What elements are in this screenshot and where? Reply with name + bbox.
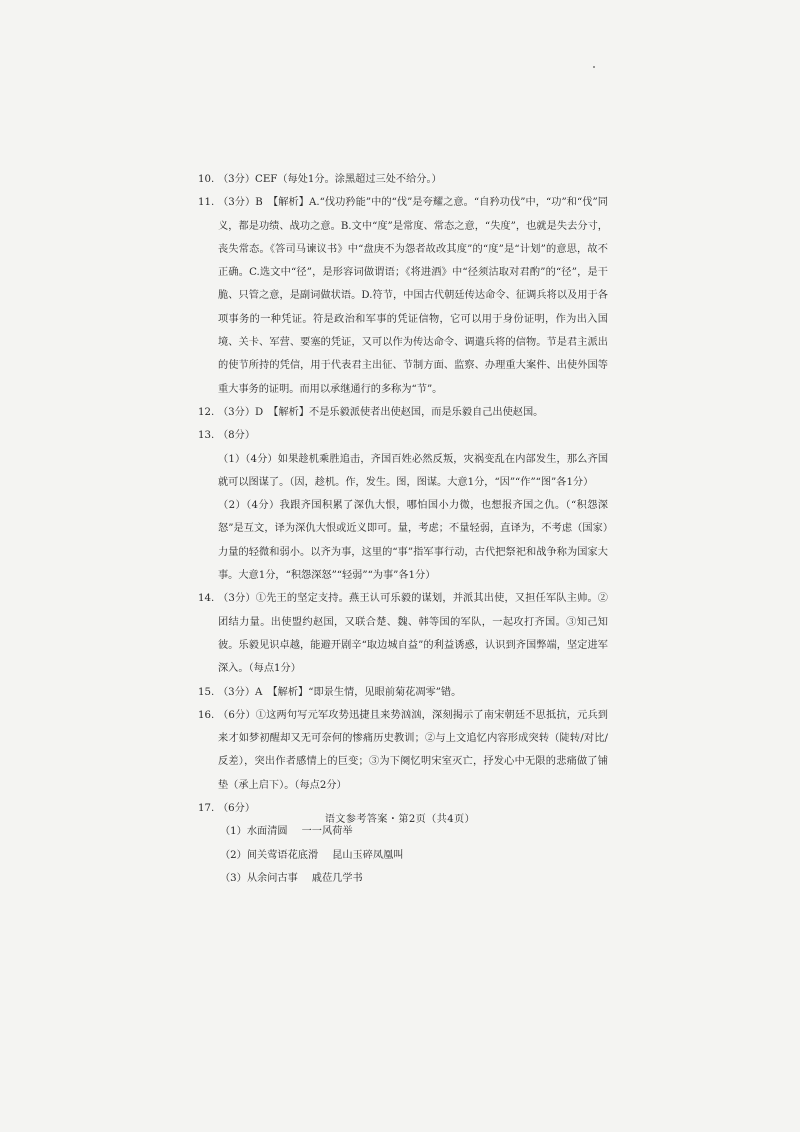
item-text: （3分）①先王的坚定支持。燕王认可乐毅的谋划，并派其出使，又担任军队主帅。②团结力量。出使盟约赵国，又联合楚、魏、韩等国的军队，一起攻打齐国。③知己知彼。乐毅见识卓越，能避开剧辛“取边城自益”的利益诱惑，认识到齐国弊端，坚定进军深入。（每点1分） [218, 593, 608, 675]
item-text: （3分）CEF（每处1分。涂黑超过三处不给分。） [218, 174, 442, 185]
answer-13 [198, 424, 608, 447]
poem-line-first: （1）水面清圆 [220, 826, 288, 838]
item-number: 14. [198, 593, 215, 605]
item-number: 10. [198, 174, 215, 185]
item-text: （3分）B 【解析】A.“伐功矜能”中的“伐”是夸耀之意。“自矜功伐”中，“功”和“伐”同义，都是功绩、战功之意。B.文中“度”是常度、常态之意，“失度”，也就是失去分寸，丧失常态。《答司马谏议书》中“盘庚不为怨者故改其度”的“度”是“计划”的意思，故不正确。C.选文中“径”，是形容词做谓语；《将进酒》中“径须沽取对君酌”的“径”，是干脆、只管之意，是副词做状语。D.符节，中国古代朝廷传达命令、征调兵将以及用于各项事务的一种凭证。符是政治和军事的凭证信物，它可以用于身份证明，作为出入国境、关卡、军营、要塞的凭证，又可以作为传达命令、调遣兵将的信物。节是君主派出的使节所持的凭信，用于代表君主出征、节制方面、监察、办理重大案件、出使外国等重大事务的证明。而用以承继通行的多称为“节”。 [218, 197, 608, 395]
answer-17-lines [198, 820, 608, 890]
answer-11 [198, 191, 608, 401]
item-number: 13. [198, 430, 215, 442]
item-number: 12. [198, 406, 215, 418]
item-number: 17. [198, 803, 215, 815]
item-text: （6分） [218, 803, 256, 815]
item-text: （3分）A 【解析】“即景生情，见眼前菊花凋零”错。 [218, 686, 462, 698]
item-number: 15. [198, 686, 215, 698]
item-text: （3分）D 【解析】不是乐毅派使者出使赵国，而是乐毅自己出使赵国。 [218, 406, 544, 418]
poem-line [220, 844, 608, 867]
answer-10 [198, 168, 608, 191]
answer-16 [198, 704, 608, 797]
poem-line-first: （3）从余问古事 [220, 872, 298, 884]
answer-13-part-2: （2）（4分）我跟齐国积累了深仇大恨，哪怕国小力微，也想报齐国之仇。（“积怨深怒”是互文，译为深仇大恨或近义即可。量，考虑；不量轻弱，直译为，不考虑（国家）力量的轻微和弱小。以齐为事，这里的“事”指军事行动，古代把祭祀和战争称为国家大事。大意1分，“积怨深怒”“轻弱”“为事”各1分） [218, 500, 608, 582]
poem-line-first: （2）间关莺语花底滑 [220, 849, 319, 861]
poem-line [220, 867, 608, 890]
answer-13-part-1: （1）（4分）如果趁机乘胜追击，齐国百姓必然反叛，灾祸变乱在内部发生，那么齐国就可以图谋了。（因，趁机。作，发生。图，图谋。大意1分，“因”“作”“图”各1分） [218, 453, 608, 488]
item-text: （8分） [218, 430, 256, 442]
page-footer: 语文参考答案・第2页（共4页） [324, 814, 476, 825]
answer-12 [198, 401, 608, 424]
poem-line-second: 戚莅几学书 [311, 872, 363, 884]
answer-document [198, 168, 608, 890]
answer-14 [198, 587, 608, 680]
answer-15 [198, 681, 608, 704]
poem-line-second: 一一风荷举 [301, 826, 353, 838]
poem-line-second: 昆山玉碎凤凰叫 [332, 849, 404, 861]
item-text: （6分）①这两句写元军攻势迅捷且来势汹汹，深刻揭示了南宋朝廷不思抵抗，元兵到来才如梦初醒却又无可奈何的惨痛历史教训；②与上文追忆内容形成突转（陡转/对比/反差），突出作者感情上的巨变；③为下阕忆明宋室灭亡，抒发心中无限的悲痛做了铺垫（承上启下）。（每点2分） [218, 709, 608, 791]
scan-speck [593, 66, 595, 68]
item-number: 16. [198, 709, 215, 721]
item-number: 11. [198, 197, 215, 209]
